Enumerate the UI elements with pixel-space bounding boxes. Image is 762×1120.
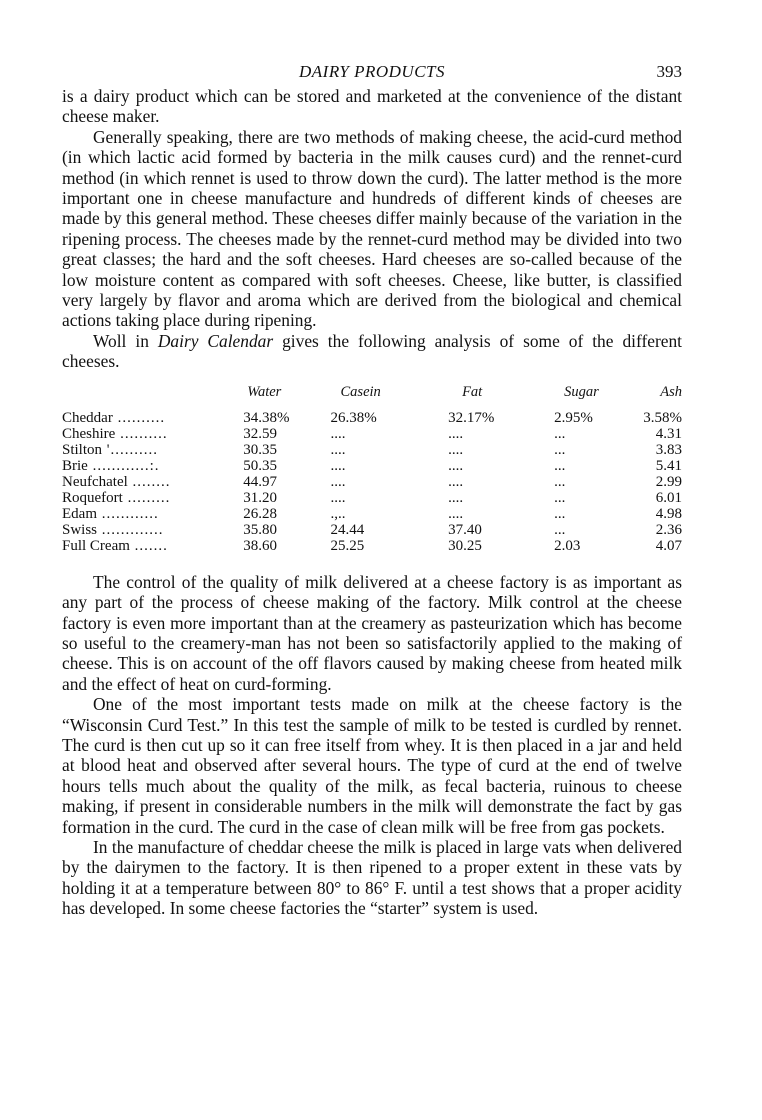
water-value: 32.59 (243, 425, 277, 442)
ash-value: 5.41 (655, 457, 682, 474)
cheese-name: Roquefort (62, 489, 123, 506)
fat-value: .... (448, 489, 464, 506)
cheese-analysis-table (62, 378, 682, 554)
cheese-name: Brie (62, 457, 88, 474)
casein-value: .... (330, 425, 346, 442)
ash-value: 4.98 (655, 505, 682, 522)
dot-leader: .......... (112, 409, 166, 426)
dot-leader: ......... (122, 489, 171, 506)
cheese-name: Neufchatel (62, 473, 128, 490)
cheese-name: Full Cream (62, 537, 130, 554)
dot-leader: .......... (115, 425, 168, 442)
dot-leader: ............:. (87, 457, 160, 474)
sugar-value: 2.95% (554, 409, 593, 426)
casein-value: .... (330, 473, 346, 490)
ash-value: 2.36 (655, 521, 682, 538)
ash-value: 3.58% (643, 409, 682, 426)
water-value: 26.28 (243, 505, 277, 522)
water-value: 38.60 (243, 537, 277, 554)
sugar-value: ... (554, 457, 566, 474)
paragraph-2: Generally speaking, there are two methods of making cheese, the acid-curd method (in which lactic acid formed by bacteria in the milk causes curd) and the rennet-curd method (in which rennet is used to throw down the curd). The latter method is the more important one in cheese manufacture and hundreds of different kinds of cheeses are made by this general method. These cheeses differ mainly because of the variation in the ripening process. The cheeses made by the rennet-curd method may be divided into two great classes; the hard and the soft cheeses. Hard cheeses are so-called because of the low moisture content as compared with soft cheeses. Cheese, like butter, is classified very largely by flavor and aroma which are derived from the biological and chemical actions taking place during ripening. (62, 126, 682, 331)
dot-leader: ............. (97, 521, 164, 538)
table-row (62, 490, 682, 506)
cheese-name-cell (62, 474, 243, 490)
fat-value: 30.25 (448, 537, 482, 554)
table-row (62, 442, 682, 458)
fat-value: 32.17% (448, 409, 495, 426)
water-value: 30.35 (243, 441, 277, 458)
header-water: Water (247, 383, 282, 400)
paragraph-6: In the manufacture of cheddar cheese the milk is placed in large vats when delivered by the dairymen to the factory. It is then ripened to a proper extent in these vats by holding it at a temperature between 80° to 86° F. until a test shows that a proper acidity has developed. In some cheese factories the “starter” system is used. (62, 836, 682, 919)
page-number: 393 (656, 62, 682, 81)
running-header (62, 58, 682, 84)
table-row (62, 458, 682, 474)
casein-value: 24.44 (330, 521, 365, 538)
paragraph-5: One of the most important tests made on milk at the cheese factory is the “Wisconsin Curd Test.” In this test the sample of milk to be tested is curdled by rennet. The curd is then cut up so it can free itself from whey. It is then placed in a jar and held at blood heat and observed after several hours. The type of curd at the end of twelve hours tells much about the quality of the milk, as fecal bacteria, ruinous to cheese making, if present in considerable numbers in the milk will demonstrate the fact by gas formation in the curd. The curd in the case of clean milk will be free from gas pockets. (62, 694, 682, 837)
casein-value: .... (330, 489, 346, 506)
fat-value: .... (448, 505, 464, 522)
fat-value: 37.40 (448, 521, 482, 538)
table-row (62, 522, 682, 538)
header-name (62, 378, 243, 410)
fat-value: .... (448, 457, 464, 474)
ash-value: 4.07 (655, 537, 682, 554)
cheese-name: Cheddar (62, 409, 113, 426)
table-row (62, 474, 682, 490)
table-header-row (62, 378, 682, 410)
ash-value: 3.83 (655, 441, 682, 458)
cheese-name-cell (62, 426, 243, 442)
dot-leader: ........ (127, 473, 171, 490)
cheese-name: Cheshire (62, 425, 116, 442)
sugar-value: 2.03 (554, 537, 581, 554)
ash-value: 2.99 (655, 473, 682, 490)
header-casein: Casein (340, 383, 381, 400)
casein-value: 26.38% (330, 409, 377, 426)
water-value: 34.38% (243, 409, 290, 426)
cheese-name-cell (62, 442, 243, 458)
table-row (62, 426, 682, 442)
water-value: 31.20 (243, 489, 277, 506)
cheese-name-cell (62, 538, 243, 554)
table-row (62, 538, 682, 554)
fat-value: .... (448, 441, 464, 458)
casein-value: .... (330, 441, 346, 458)
fat-value: .... (448, 473, 464, 490)
sugar-value: ... (554, 441, 566, 458)
cheese-name: Stilton (62, 441, 103, 458)
dot-leader: ....... (129, 537, 168, 554)
dot-leader: '.......... (102, 441, 158, 458)
fat-value: .... (448, 425, 464, 442)
cheese-name: Edam (62, 505, 97, 522)
water-value: 35.80 (243, 521, 277, 538)
book-page (62, 58, 682, 919)
cheese-name-cell (62, 490, 243, 506)
paragraph-1: is a dairy product which can be stored and marketed at the convenience of the distant cheese maker. (62, 86, 682, 127)
cheese-name-cell (62, 506, 243, 522)
cheese-name-cell (62, 458, 243, 474)
paragraph-3 (62, 331, 682, 372)
sugar-value: ... (554, 489, 566, 506)
cheese-name: Swiss (62, 521, 98, 538)
casein-value: 25.25 (330, 537, 365, 554)
water-value: 50.35 (243, 457, 277, 474)
water-value: 44.97 (243, 473, 277, 490)
casein-value: .,.. (330, 505, 346, 522)
header-sugar: Sugar (564, 383, 599, 400)
sugar-value: ... (554, 425, 566, 442)
dot-leader: ............ (97, 505, 159, 522)
sugar-value: ... (554, 521, 566, 538)
paragraph-3-before: Woll in (93, 330, 158, 351)
ash-value: 6.01 (655, 489, 682, 506)
cheese-name-cell (62, 410, 243, 426)
source-title: Dairy Calendar (157, 330, 274, 351)
table-row (62, 410, 682, 426)
cheese-name-cell (62, 522, 243, 538)
header-fat: Fat (462, 383, 483, 400)
paragraph-4: The control of the quality of milk delivered at a cheese factory is as important as any part of the process of cheese making of the factory. Milk control at the cheese factory is even more important than at the creamery as pasteurization which has become so useful to the creamery-man has not been so satisfactorily applied to the making of cheese. This is on account of the off flavors caused by making cheese from heated milk and the effect of heat on curd-forming. (62, 571, 682, 694)
paragraph-3-after: gives the following analysis of some of the different cheeses. (62, 330, 683, 372)
ash-value: 4.31 (655, 425, 682, 442)
sugar-value: ... (554, 505, 566, 522)
casein-value: .... (330, 457, 346, 474)
header-ash: Ash (660, 383, 682, 400)
running-title: DAIRY PRODUCTS (299, 62, 445, 81)
table-row (62, 506, 682, 522)
sugar-value: ... (554, 473, 566, 490)
